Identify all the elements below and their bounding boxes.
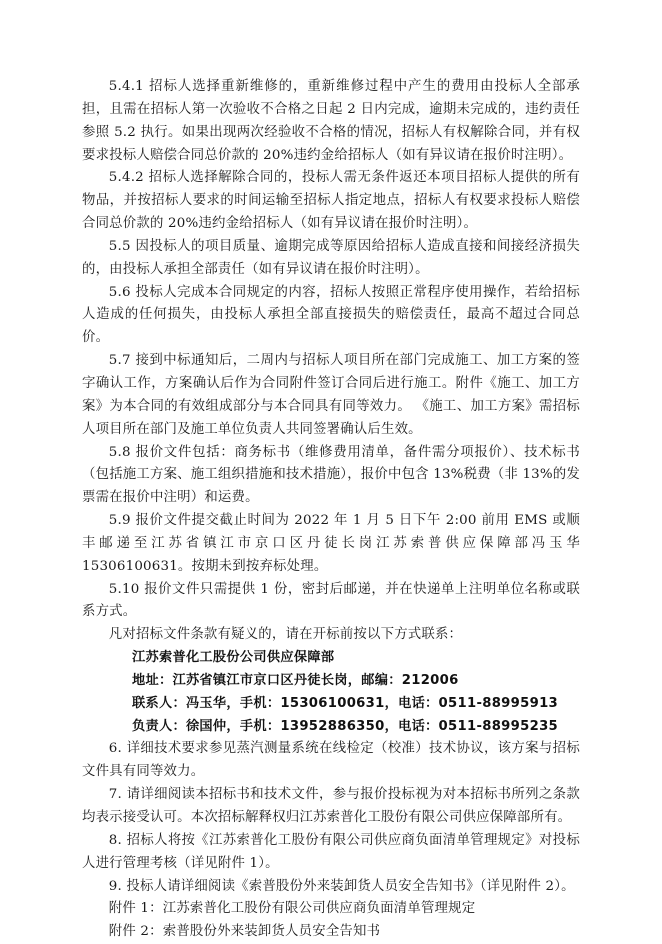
clause-5-6: 5.6 投标人完成本合同规定的内容，招标人按照正常程序使用操作，若给招标人造成的任何损失，由投标人承担全部直接损失的赔偿责任，最高不超过合同总价。 bbox=[82, 284, 580, 346]
clause-6: 6. 详细技术要求参见蒸汽测量系统在线检定（校准）技术协议，该方案与招标文件具有同等效力。 bbox=[82, 741, 580, 780]
contact-person: 联系人：冯玉华，手机：15306100631，电话：0511-88995913 bbox=[132, 695, 559, 711]
clause-8: 8. 招标人将按《江苏索普化工股份有限公司供应商负面清单管理规定》对投标人进行管理考核（详见附件 1）。 bbox=[82, 832, 580, 871]
clause-5-5: 5.5 因投标人的项目质量、逾期完成等原因给招标人造成直接和间接经济损失的，由投标人承担全部责任（如有异议请在报价时注明）。 bbox=[82, 238, 580, 277]
clause-5-4-1: 5.4.1 招标人选择重新维修的，重新维修过程中产生的费用由投标人全部承担，且需在招标人第一次验收不合格之日起 2 日内完成，逾期未完成的，违约责任参照 5.2 执行。如果出现两次经验收不合格的情况，招标人有权解除合同，并有权要求投标人赔偿合同总价款的 20%违约金给招标人（如有异议请在报价时注明）。 bbox=[82, 79, 580, 163]
clause-9: 9. 投标人请详细阅读《索普股份外来装卸货人员安全告知书》（详见附件 2）。 bbox=[108, 878, 575, 894]
contact-address: 地址：江苏省镇江市京口区丹徒长岗，邮编：212006 bbox=[132, 672, 459, 688]
contact-block bbox=[82, 647, 580, 738]
clause-5-9: 5.9 报价文件提交截止时间为 2022 年 1 月 5 日下午 2:00 前用 EMS 或顺丰邮递至江苏省镇江市京口区丹徒长岗江苏索普供应保障部冯玉华 15306100631。按期未到按弃标处理。 bbox=[82, 513, 580, 574]
clause-5-7: 5.7 接到中标通知后，二周内与招标人项目所在部门完成施工、加工方案的签字确认工作，方案确认后作为合同附件签订合同后进行施工。附件《施工、加工方案》为本合同的有效组成部分与本合同具有同等效力。 《施工、加工方案》需招标人项目所在部门及施工单位负责人共同签署确认后生效。 bbox=[82, 353, 580, 437]
clause-5-8: 5.8 报价文件包括：商务标书（维修费用清单，备件需分项报价）、技术标书（包括施工方案、施工组织措施和技术措施），报价中包含 13%税费（非 13%的发票需在报价中注明）和运费。 bbox=[82, 444, 580, 506]
inquiry-note: 凡对招标文件条款有疑义的，请在开标前按以下方式联系： bbox=[108, 627, 463, 643]
contact-org: 江苏索普化工股份公司供应保障部 bbox=[132, 650, 335, 666]
clause-5-4-2: 5.4.2 招标人选择解除合同的，投标人需无条件返还本项目招标人提供的所有物品，并按招标人要求的时间运输至招标人指定地点，招标人有权要求投标人赔偿合同总价款的 20%违约金给招标人（如有异议请在报价时注明）。 bbox=[82, 170, 580, 232]
document-page bbox=[82, 76, 580, 944]
clause-7: 7. 请详细阅读本招标书和技术文件，参与报价投标视为对本招标书所列之条款均表示接受认可。本次招标解释权归江苏索普化工股份有限公司供应保障部所有。 bbox=[82, 787, 580, 825]
attachment-2: 附件 2：索普股份外来装卸货人员安全告知书 bbox=[108, 924, 381, 940]
attachment-1: 附件 1：江苏索普化工股份有限公司供应商负面清单管理规定 bbox=[108, 901, 476, 917]
responsible-person: 负责人：徐国仲，手机：13952886350，电话：0511-88995235 bbox=[132, 718, 559, 734]
clause-5-10: 5.10 报价文件只需提供 1 份，密封后邮递，并在快递单上注明单位名称或联系方式。 bbox=[82, 581, 580, 620]
